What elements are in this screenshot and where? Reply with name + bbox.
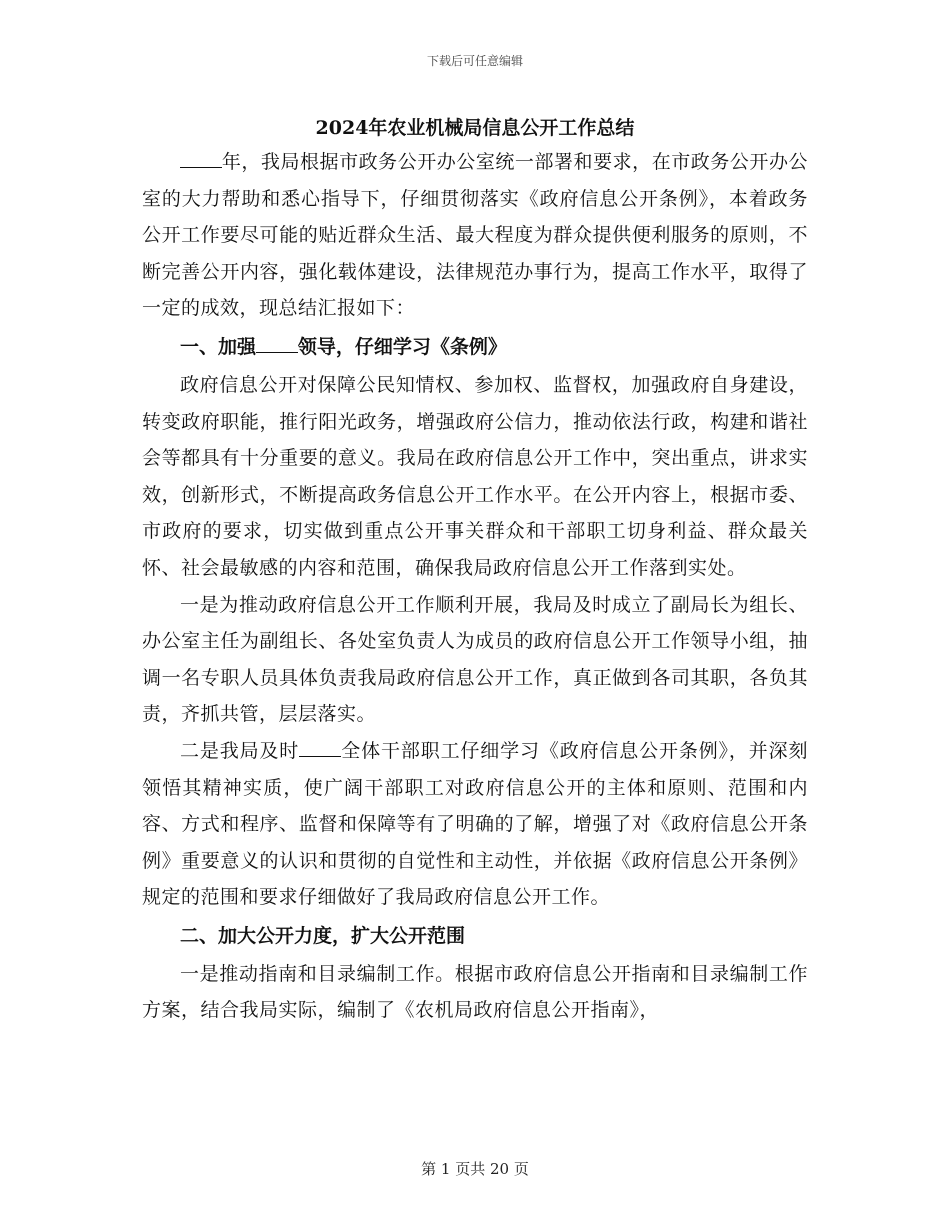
page-header-note: 下载后可任意编辑 [426, 54, 523, 68]
blank-underline [180, 150, 222, 168]
intro-paragraph [142, 144, 808, 327]
section-1-paragraph-1: 政府信息公开对保障公民知情权、参加权、监督权，加强政府自身建设，转变政府职能，推行阳光政务，增强政府公信力，推动依法行政，构建和谐社会等都具有十分重要的意义。我局在政府信息公开工作中，突出重点，讲求实效，创新形式，不断提高政务信息公开工作水平。在公开内容上，根据市委、市政府的要求，切实做到重点公开事关群众和干部职工切身利益、群众最关怀、社会最敏感的内容和范围，确保我局政府信息公开工作落到实处。 [142, 373, 808, 579]
document-title: 2024年农业机械局信息公开工作总结 [315, 117, 635, 139]
section-2-paragraph-1: 一是推动指南和目录编制工作。根据市政府信息公开指南和目录编制工作方案，结合我局实际，编制了《农机局政府信息公开指南》， [142, 962, 808, 1022]
section-heading-2: 二、加大公开力度，扩大公开范围 [180, 924, 466, 947]
section-1-paragraph-2: 一是为推动政府信息公开工作顺利开展，我局及时成立了副局长为组长、办公室主任为副组长、各处室负责人为成员的政府信息公开工作领导小组，抽调一名专职人员具体负责我局政府信息公开工作，真正做到各司其职，各负其责，齐抓共管，层层落实。 [142, 593, 808, 726]
section-1-heading-pre: 一、加强 [180, 335, 257, 358]
intro-text: 年，我局根据市政务公开办公室统一部署和要求，在市政务公开办公室的大力帮助和悉心指导下，仔细贯彻落实《政府信息公开条例》，本着政务公开工作要尽可能的贴近群众生活、最大程度为群众提供便利服务的原则，不断完善公开内容，强化载体建设，法律规范办事行为，提高工作水平，取得了一定的成效，现总结汇报如下： [142, 151, 808, 320]
section-1-heading-post: 领导，仔细学习《条例》 [297, 335, 507, 358]
section-heading-1 [142, 327, 808, 367]
blank-underline [256, 335, 298, 353]
document-body [142, 112, 808, 1029]
section-1-p3-post: 全体干部职工仔细学习《政府信息公开条例》，并深刻领悟其精神实质，使广阔干部职工对政府信息公开的主体和原则、范围和内容、方式和程序、监督和保障等有了明确的了解，增强了对《政府信息公开条例》重要意义的认识和贯彻的自觉性和主动性，并依据《政府信息公开条例》规定的范围和要求仔细做好了我局政府信息公开工作。 [142, 739, 808, 909]
section-1-paragraph-3 [142, 733, 808, 916]
section-1-p3-pre: 二是我局及时 [180, 739, 300, 762]
page-number-footer: 第 1 页共 20 页 [421, 1160, 529, 1178]
blank-underline [299, 739, 341, 757]
